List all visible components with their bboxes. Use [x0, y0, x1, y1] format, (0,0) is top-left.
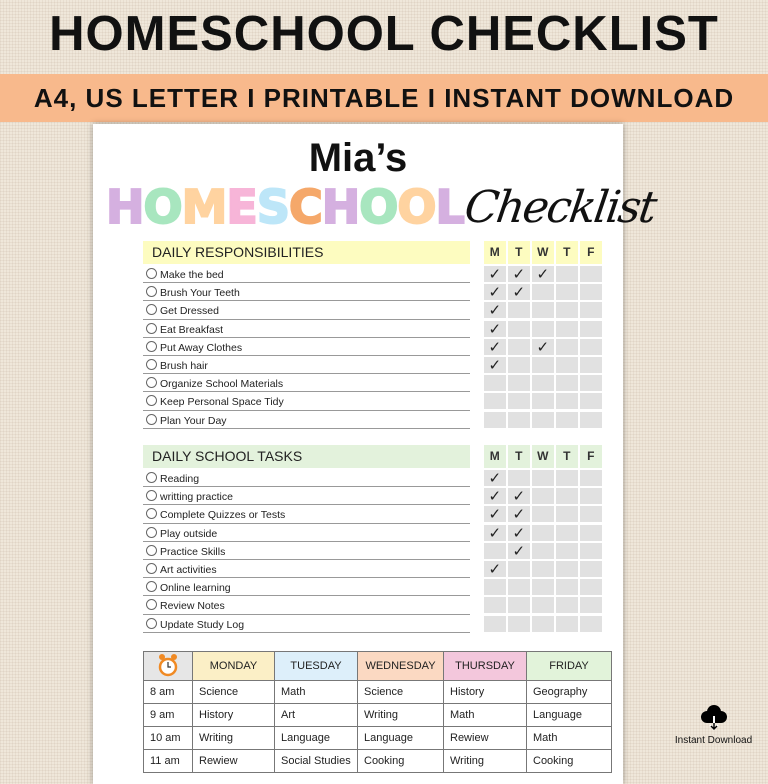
check-row — [484, 616, 602, 632]
list-item[interactable] — [143, 596, 470, 614]
item-label: Keep Personal Space Tidy — [160, 396, 284, 409]
subject-cell: History — [193, 704, 275, 727]
empty-cell[interactable] — [556, 470, 578, 486]
homeschool-letter: C — [288, 180, 322, 234]
checkbox-circle-icon[interactable] — [146, 545, 157, 556]
empty-cell[interactable] — [532, 357, 554, 373]
check-row — [484, 393, 602, 409]
empty-cell[interactable] — [580, 525, 602, 541]
subject-cell: Rewiew — [193, 750, 275, 773]
empty-cell[interactable] — [508, 561, 530, 577]
empty-cell[interactable] — [556, 284, 578, 300]
empty-cell[interactable] — [508, 357, 530, 373]
homeschool-letter: M — [181, 180, 227, 234]
weekly-schedule-table — [143, 651, 612, 773]
check-row — [484, 506, 602, 522]
checkmark-cell[interactable]: ✓ — [532, 339, 554, 355]
checkmark-cell[interactable]: ✓ — [484, 339, 506, 355]
checkbox-circle-icon[interactable] — [146, 395, 157, 406]
subject-cell: Writing — [444, 750, 527, 773]
item-label: Put Away Clothes — [160, 341, 243, 354]
check-row — [484, 561, 602, 577]
subject-cell: Art — [275, 704, 358, 727]
time-cell: 10 am — [144, 727, 193, 750]
checkmark-cell[interactable]: ✓ — [532, 266, 554, 282]
list-item[interactable] — [143, 542, 470, 560]
empty-cell[interactable] — [484, 375, 506, 391]
empty-cell[interactable] — [580, 616, 602, 632]
day-header: W — [532, 445, 554, 468]
item-label: Plan Your Day — [160, 414, 227, 427]
empty-cell[interactable] — [532, 543, 554, 559]
banner-subtitle: A4, US LETTER I PRINTABLE I INSTANT DOWNLOAD — [0, 74, 768, 122]
day-header: T — [508, 445, 530, 468]
subject-cell: Cooking — [527, 750, 612, 773]
checklist-script: Checklist — [461, 182, 659, 233]
checkmark-cell[interactable]: ✓ — [484, 321, 506, 337]
checkmark-cell[interactable]: ✓ — [484, 506, 506, 522]
subject-cell: Science — [358, 681, 444, 704]
empty-cell[interactable] — [532, 375, 554, 391]
empty-cell[interactable] — [580, 357, 602, 373]
checklist-sheet — [93, 124, 659, 784]
subject-cell: Cooking — [358, 750, 444, 773]
empty-cell[interactable] — [532, 561, 554, 577]
checkbox-circle-icon[interactable] — [146, 472, 157, 483]
empty-cell[interactable] — [580, 284, 602, 300]
empty-cell[interactable] — [508, 470, 530, 486]
day-header: W — [532, 241, 554, 264]
empty-cell[interactable] — [556, 616, 578, 632]
day-headers — [484, 241, 602, 264]
empty-cell[interactable] — [508, 375, 530, 391]
empty-cell[interactable] — [508, 579, 530, 595]
checkbox-circle-icon[interactable] — [146, 581, 157, 592]
empty-cell[interactable] — [532, 470, 554, 486]
item-label: Brush Your Teeth — [160, 287, 240, 300]
day-column-header: WEDNESDAY — [358, 652, 444, 681]
empty-cell[interactable] — [556, 321, 578, 337]
day-column-header: FRIDAY — [527, 652, 612, 681]
empty-cell[interactable] — [580, 488, 602, 504]
checkbox-circle-icon[interactable] — [146, 323, 157, 334]
item-label: Eat Breakfast — [160, 323, 224, 336]
item-label: Reading — [160, 473, 200, 485]
checkmark-cell[interactable]: ✓ — [508, 266, 530, 282]
check-row — [484, 579, 602, 595]
subject-cell: Language — [275, 727, 358, 750]
empty-cell[interactable] — [484, 393, 506, 409]
section-header-school-tasks: DAILY SCHOOL TASKS — [143, 445, 470, 468]
list-item[interactable] — [143, 524, 470, 542]
empty-cell[interactable] — [508, 597, 530, 613]
check-row — [484, 302, 602, 318]
empty-cell[interactable] — [532, 302, 554, 318]
empty-cell[interactable] — [532, 284, 554, 300]
checkbox-circle-icon[interactable] — [146, 618, 157, 629]
homeschool-letter: E — [226, 180, 257, 234]
check-row — [484, 339, 602, 355]
empty-cell[interactable] — [532, 597, 554, 613]
empty-cell[interactable] — [556, 543, 578, 559]
item-label: Organize School Materials — [160, 378, 284, 391]
day-column-header: THURSDAY — [444, 652, 527, 681]
checkbox-circle-icon[interactable] — [146, 527, 157, 538]
check-row — [484, 375, 602, 391]
checkmark-cell[interactable]: ✓ — [484, 561, 506, 577]
list-item[interactable] — [143, 338, 470, 356]
checkmark-cell[interactable]: ✓ — [484, 525, 506, 541]
empty-cell[interactable] — [556, 339, 578, 355]
child-name: Mia’s — [308, 136, 408, 180]
empty-cell[interactable] — [556, 375, 578, 391]
homeschool-letter: L — [435, 180, 464, 234]
schedule-row — [144, 681, 612, 704]
item-label: Update Study Log — [160, 618, 245, 631]
empty-cell[interactable] — [508, 616, 530, 632]
empty-cell[interactable] — [556, 393, 578, 409]
day-header: F — [580, 445, 602, 468]
homeschool-letter: S — [256, 180, 289, 234]
empty-cell[interactable] — [556, 488, 578, 504]
list-item[interactable] — [143, 615, 470, 633]
empty-cell[interactable] — [484, 579, 506, 595]
subject-cell: Math — [275, 681, 358, 704]
empty-cell[interactable] — [556, 357, 578, 373]
checkbox-circle-icon[interactable] — [146, 599, 157, 610]
alarm-clock-icon — [144, 652, 193, 681]
empty-cell[interactable] — [556, 266, 578, 282]
empty-cell[interactable] — [556, 525, 578, 541]
empty-cell[interactable] — [532, 506, 554, 522]
subject-cell: Writing — [193, 727, 275, 750]
subject-cell: Language — [358, 727, 444, 750]
empty-cell[interactable] — [580, 543, 602, 559]
empty-cell[interactable] — [556, 561, 578, 577]
empty-cell[interactable] — [556, 579, 578, 595]
empty-cell[interactable] — [484, 616, 506, 632]
item-label: Art activities — [160, 563, 217, 576]
cloud-download-icon — [699, 704, 729, 732]
item-label: Practice Skills — [160, 545, 226, 558]
check-row — [484, 525, 602, 541]
check-row — [484, 597, 602, 613]
homeschool-word — [106, 180, 464, 234]
day-header: M — [484, 241, 506, 264]
empty-cell[interactable] — [532, 488, 554, 504]
item-label: Review Notes — [160, 600, 225, 613]
list-item[interactable] — [143, 578, 470, 596]
empty-cell[interactable] — [580, 561, 602, 577]
empty-cell[interactable] — [532, 579, 554, 595]
responsibilities-list — [143, 265, 470, 429]
item-label: Online learning — [160, 582, 231, 595]
empty-cell[interactable] — [508, 393, 530, 409]
subject-cell: Geography — [527, 681, 612, 704]
instant-download-label: Instant Download — [674, 735, 753, 746]
checkbox-circle-icon[interactable] — [146, 563, 157, 574]
check-row — [484, 321, 602, 337]
empty-cell[interactable] — [532, 616, 554, 632]
list-item[interactable] — [143, 283, 470, 301]
checkbox-circle-icon[interactable] — [146, 341, 157, 352]
day-header: M — [484, 445, 506, 468]
empty-cell[interactable] — [532, 412, 554, 428]
list-item[interactable] — [143, 469, 470, 487]
empty-cell[interactable] — [484, 597, 506, 613]
empty-cell[interactable] — [556, 506, 578, 522]
empty-cell[interactable] — [580, 393, 602, 409]
empty-cell[interactable] — [484, 543, 506, 559]
school-tasks-list — [143, 469, 470, 633]
schedule-row — [144, 750, 612, 773]
checkbox-circle-icon[interactable] — [146, 414, 157, 425]
checkbox-circle-icon[interactable] — [146, 508, 157, 519]
checkmark-cell[interactable]: ✓ — [508, 525, 530, 541]
subject-cell: Math — [527, 727, 612, 750]
check-row — [484, 412, 602, 428]
item-label: writting practice — [160, 491, 233, 504]
empty-cell[interactable] — [580, 302, 602, 318]
time-cell: 9 am — [144, 704, 193, 727]
subject-cell: Language — [527, 704, 612, 727]
empty-cell[interactable] — [508, 339, 530, 355]
checkmark-cell[interactable]: ✓ — [484, 488, 506, 504]
subject-cell: History — [444, 681, 527, 704]
empty-cell[interactable] — [580, 375, 602, 391]
day-column-header: TUESDAY — [275, 652, 358, 681]
empty-cell[interactable] — [484, 412, 506, 428]
empty-cell[interactable] — [556, 302, 578, 318]
day-header: F — [580, 241, 602, 264]
checkmark-cell[interactable]: ✓ — [508, 284, 530, 300]
checkbox-circle-icon[interactable] — [146, 268, 157, 279]
list-item[interactable] — [143, 320, 470, 338]
responsibilities-grid — [484, 266, 602, 428]
checkmark-cell[interactable]: ✓ — [484, 266, 506, 282]
homeschool-letter: O — [397, 180, 436, 234]
time-cell: 8 am — [144, 681, 193, 704]
school-tasks-grid — [484, 470, 602, 632]
check-row — [484, 543, 602, 559]
homeschool-letter: H — [106, 180, 144, 234]
checkbox-circle-icon[interactable] — [146, 286, 157, 297]
list-item[interactable] — [143, 560, 470, 578]
empty-cell[interactable] — [532, 393, 554, 409]
checkmark-cell[interactable]: ✓ — [508, 506, 530, 522]
checkbox-circle-icon[interactable] — [146, 490, 157, 501]
list-item[interactable] — [143, 301, 470, 319]
item-label: Brush hair — [160, 359, 208, 372]
homeschool-letter: O — [359, 180, 398, 234]
empty-cell[interactable] — [508, 412, 530, 428]
empty-cell[interactable] — [580, 470, 602, 486]
empty-cell[interactable] — [580, 266, 602, 282]
empty-cell[interactable] — [580, 339, 602, 355]
instant-download-badge — [666, 704, 761, 746]
time-cell: 11 am — [144, 750, 193, 773]
schedule-row — [144, 704, 612, 727]
empty-cell[interactable] — [556, 597, 578, 613]
list-item[interactable] — [143, 265, 470, 283]
list-item[interactable] — [143, 356, 470, 374]
list-item[interactable] — [143, 505, 470, 523]
homeschool-letter: O — [143, 180, 182, 234]
homeschool-letter: H — [321, 180, 360, 234]
check-row — [484, 470, 602, 486]
subject-cell: Rewiew — [444, 727, 527, 750]
check-row — [484, 266, 602, 282]
checkmark-cell[interactable]: ✓ — [484, 302, 506, 318]
day-header: T — [508, 241, 530, 264]
empty-cell[interactable] — [580, 506, 602, 522]
empty-cell[interactable] — [532, 321, 554, 337]
section-header-responsibilities: DAILY RESPONSIBILITIES — [143, 241, 470, 264]
list-item[interactable] — [143, 487, 470, 505]
empty-cell[interactable] — [556, 412, 578, 428]
empty-cell[interactable] — [580, 579, 602, 595]
empty-cell[interactable] — [580, 412, 602, 428]
subject-cell: Science — [193, 681, 275, 704]
empty-cell[interactable] — [532, 525, 554, 541]
empty-cell[interactable] — [580, 321, 602, 337]
checkmark-cell[interactable]: ✓ — [508, 543, 530, 559]
subject-cell: Writing — [358, 704, 444, 727]
empty-cell[interactable] — [508, 302, 530, 318]
checkmark-cell[interactable]: ✓ — [484, 470, 506, 486]
item-label: Get Dressed — [160, 305, 219, 318]
checkmark-cell[interactable]: ✓ — [508, 488, 530, 504]
subject-cell: Math — [444, 704, 527, 727]
empty-cell[interactable] — [580, 597, 602, 613]
list-item[interactable] — [143, 411, 470, 429]
day-headers — [484, 445, 602, 468]
checkbox-circle-icon[interactable] — [146, 359, 157, 370]
checkbox-circle-icon[interactable] — [146, 304, 157, 315]
banner-title: HOMESCHOOL CHECKLIST — [49, 7, 719, 61]
item-label: Make the bed — [160, 269, 224, 281]
check-row — [484, 284, 602, 300]
day-header: T — [556, 445, 578, 468]
item-label: Complete Quizzes or Tests — [160, 509, 286, 522]
checkbox-circle-icon[interactable] — [146, 377, 157, 388]
checkmark-cell[interactable]: ✓ — [484, 284, 506, 300]
checkmark-cell[interactable]: ✓ — [484, 357, 506, 373]
empty-cell[interactable] — [508, 321, 530, 337]
schedule-row — [144, 727, 612, 750]
list-item[interactable] — [143, 374, 470, 392]
day-column-header: MONDAY — [193, 652, 275, 681]
item-label: Play outside — [160, 527, 218, 540]
check-row — [484, 488, 602, 504]
list-item[interactable] — [143, 392, 470, 410]
subject-cell: Social Studies — [275, 750, 358, 773]
day-header: T — [556, 241, 578, 264]
check-row — [484, 357, 602, 373]
